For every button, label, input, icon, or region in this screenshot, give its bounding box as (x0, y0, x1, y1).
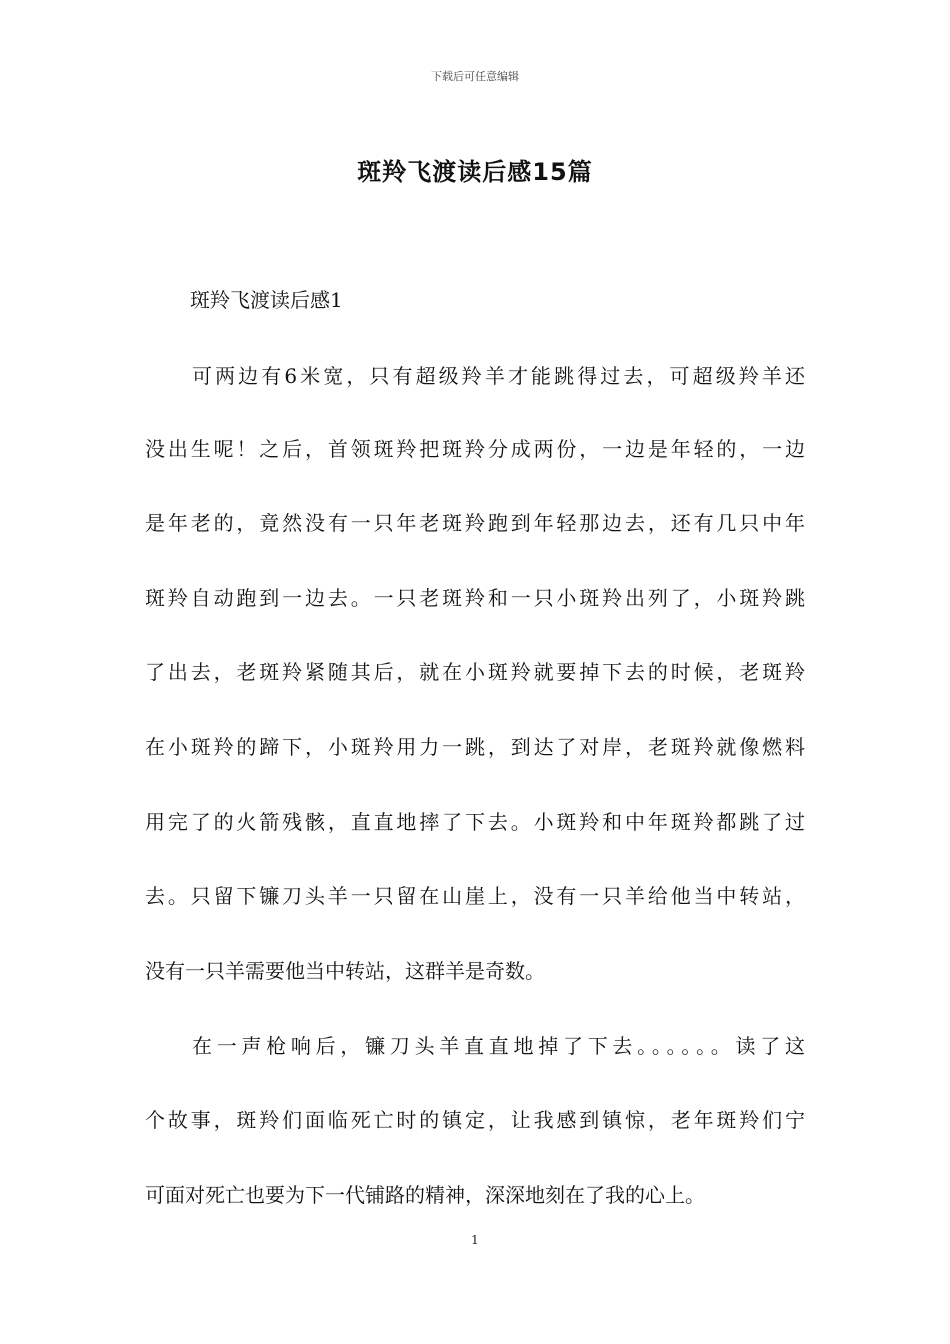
paragraph-1-line-3: 是年老的，竟然没有一只年老斑羚跑到年轻那边去，还有几只中年 (145, 511, 805, 535)
header-note: 下载后可任意编辑 (431, 70, 519, 83)
paragraph-1-line-4: 斑羚自动跑到一边去。一只老斑羚和一只小斑羚出列了，小斑羚跳 (145, 586, 805, 610)
paragraph-1-line-5: 了出去，老斑羚紧随其后，就在小斑羚就要掉下去的时候，老斑羚 (145, 660, 805, 684)
paragraph-2-line-2: 个故事，斑羚们面临死亡时的镇定，让我感到镇惊，老年斑羚们宁 (145, 1108, 805, 1132)
section-heading: 斑羚飞渡读后感1 (190, 288, 343, 312)
paragraph-2-line-3: 可面对死亡也要为下一代铺路的精神，深深地刻在了我的心上。 (145, 1183, 705, 1207)
paragraph-1-line-9: 没有一只羊需要他当中转站，这群羊是奇数。 (145, 959, 545, 983)
paragraph-1-line-2: 没出生呢！之后，首领斑羚把斑羚分成两份，一边是年轻的，一边 (145, 437, 805, 461)
page-number: 1 (471, 1233, 479, 1247)
document-title: 斑羚飞渡读后感15篇 (357, 158, 593, 186)
paragraph-1-line-7: 用完了的火箭残骸，直直地摔了下去。小斑羚和中年斑羚都跳了过 (145, 810, 805, 834)
paragraph-1-line-6: 在小斑羚的蹄下，小斑羚用力一跳，到达了对岸，老斑羚就像燃料 (145, 735, 805, 759)
paragraph-1-line-1: 可两边有6米宽，只有超级羚羊才能跳得过去，可超级羚羊还 (192, 364, 805, 388)
paragraph-2-line-1: 在一声枪响后，镰刀头羊直直地掉了下去。。。。。。读了这 (192, 1034, 805, 1058)
paragraph-1-line-8: 去。只留下镰刀头羊一只留在山崖上，没有一只羊给他当中转站， (145, 884, 805, 908)
